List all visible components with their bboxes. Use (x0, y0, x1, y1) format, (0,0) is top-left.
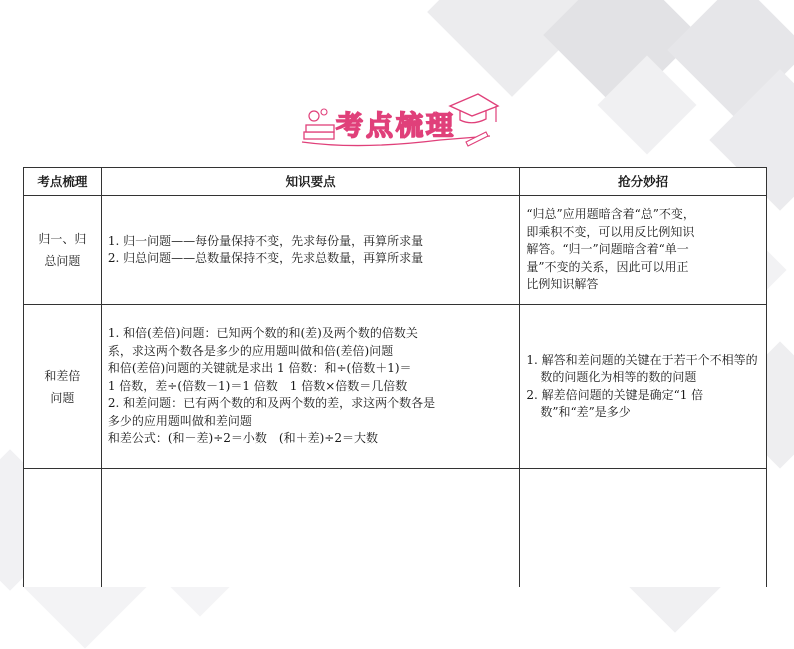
knowledge-cell (101, 196, 519, 305)
table-row (24, 196, 767, 305)
knowledge-line: 1 倍数，差÷(倍数－1)＝1 倍数 1 倍数×倍数＝几倍数 (107, 378, 408, 393)
category-label: 归一、归 (38, 232, 87, 246)
tip-item: 2. 解差倍问题的关键是确定“1 倍数”和“差”是多少 (526, 387, 704, 419)
knowledge-line: 多少的应用题叫做和差问题 (107, 413, 252, 428)
category-cell (24, 196, 102, 305)
category-label: 总问题 (44, 254, 81, 268)
category-label: 和差倍 (44, 368, 81, 383)
knowledge-line: 1. 和倍(差倍)问题：已知两个数的和(差)及两个数的倍数关 (107, 326, 418, 341)
knowledge-item: 2. 归总问题——总数量保持不变，先求总数量，再算所求量 (107, 251, 424, 265)
tip-line: 解答。“归一”问题暗含着“单一 (526, 242, 689, 257)
tips-cell (520, 196, 767, 305)
tip-item: 1. 解答和差问题的关键在于若干个不相等的数的问题化为相等的数的问题 (526, 352, 758, 384)
tip-line: 比例知识解答 (526, 277, 599, 292)
tips-cell (520, 305, 767, 469)
header-topic: 考点梳理 (24, 168, 102, 196)
tip-line: 即乘积不变，可以用反比例知识 (526, 224, 695, 239)
knowledge-line: 2. 和差问题：已有两个数的和及两个数的差，求这两个数各是 (107, 396, 436, 411)
knowledge-table (23, 167, 767, 587)
table-row (24, 305, 767, 469)
tip-line: “归总”应用题暗含着“总”不变， (526, 207, 695, 222)
table-row-empty (24, 469, 767, 588)
header-knowledge-points: 知识要点 (101, 168, 519, 196)
category-cell (24, 305, 102, 469)
empty-cell (520, 469, 767, 588)
empty-cell (101, 469, 519, 588)
tip-line: 量”不变的关系，因此可以用正 (526, 259, 689, 274)
banner-title: 考点梳理 (336, 111, 456, 142)
knowledge-line: 系，求这两个数各是多少的应用题叫做和倍(差倍)问题 (107, 343, 394, 358)
empty-cell (24, 469, 102, 588)
section-title-banner (300, 92, 500, 158)
knowledge-line: 和差公式：(和－差)÷2＝小数 (和＋差)÷2＝大数 (107, 431, 378, 446)
knowledge-line: 和倍(差倍)问题的关键就是求出 1 倍数：和÷(倍数＋1)＝ (107, 361, 412, 376)
knowledge-cell (101, 305, 519, 469)
header-scoring-tips: 抢分妙招 (520, 168, 767, 196)
category-label: 问题 (50, 390, 75, 405)
table-header-row (24, 168, 767, 196)
knowledge-item: 1. 归一问题——每份量保持不变，先求每份量，再算所求量 (107, 233, 424, 248)
